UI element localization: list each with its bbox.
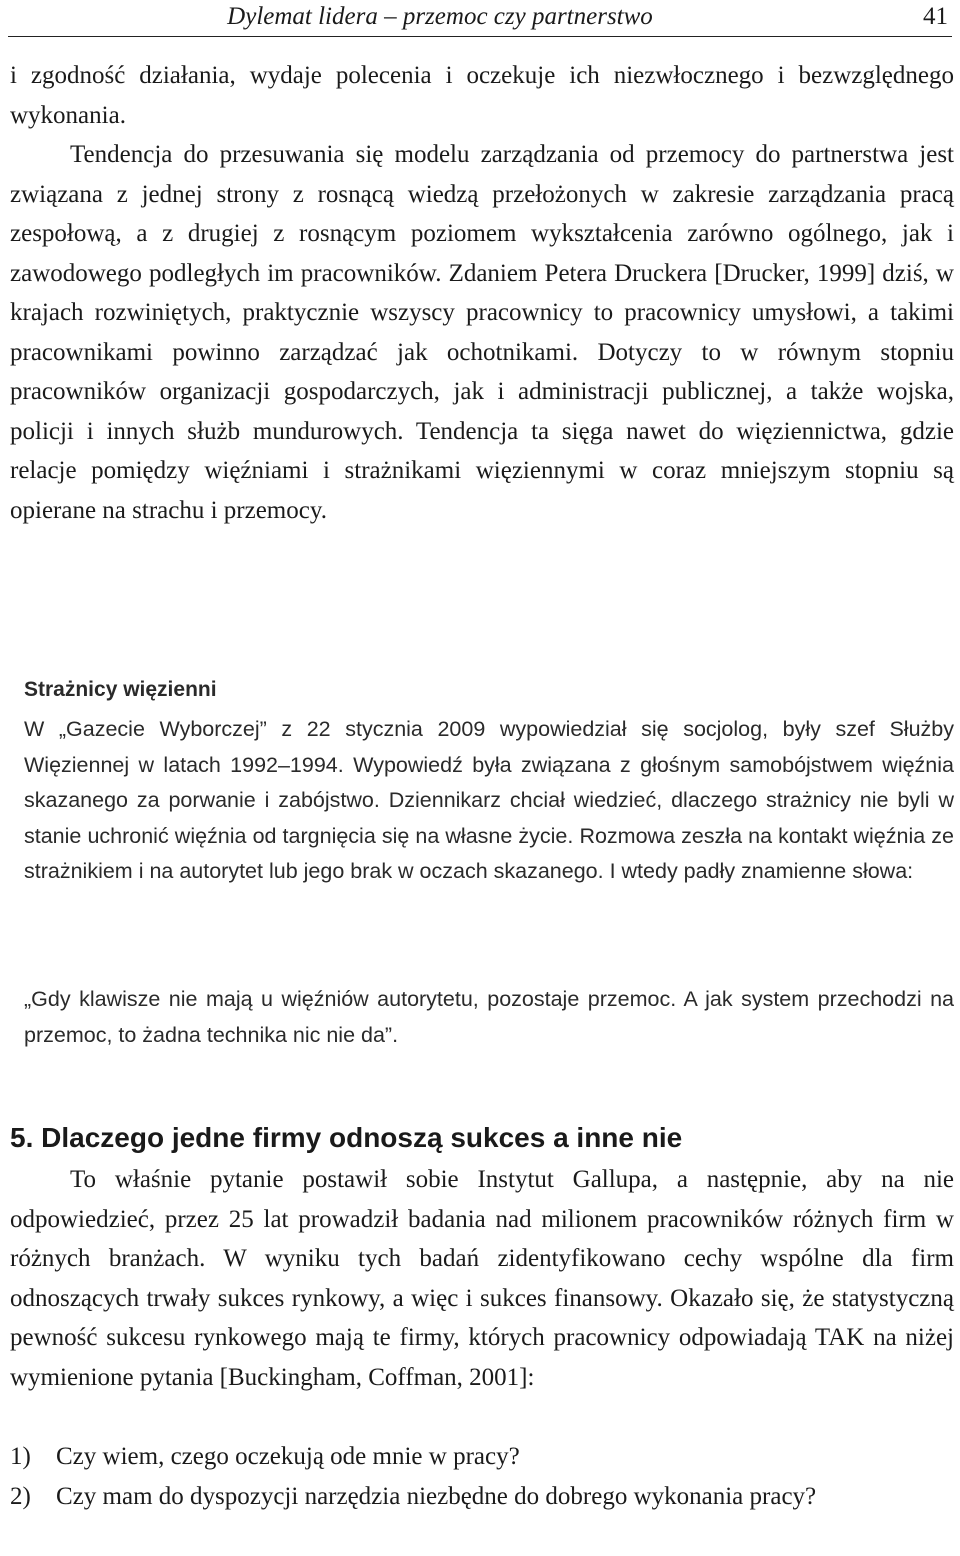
list-item-number: 1) <box>10 1443 31 1470</box>
list-item <box>10 1477 954 1517</box>
list-item <box>10 1437 954 1477</box>
questions-list <box>10 1437 954 1516</box>
running-header <box>8 0 952 37</box>
inset-body: W „Gazecie Wyborczej” z 22 stycznia 2009 wypowiedział się socjolog, były szef Służby Więziennej w latach 1992–1994. Wypowiedź była związana z głośnym samobójstwem więźnia skazanego za porwanie i zabójstwo. Dziennikarz chciał wiedzieć, dlaczego strażnicy nie byli w stanie uchronić więźnia od targnięcia się na własne życie. Rozmowa zeszła na kontakt więźnia ze strażnikiem i na autorytet lub jego brak w oczach skazanego. I wtedy padły znamienne słowa: <box>24 717 954 884</box>
paragraph-management-trend: Tendencja do przesuwania się modelu zarządzania od przemocy do partnerstwa jest związana z jednej strony z rosnącą wiedzą przełożonych w zakresie zarządzania pracą zespołową, a z drugiej z rosnącym poziomem wykształcenia zarówno ogólnego, jak i zawodowego podległych im pracowników. Zdaniem Petera Druckera [Drucker, 1999] dziś, w krajach rozwiniętych, praktycznie wszyscy pracownicy to pracownicy umysłowi, a takimi pracownikami powinno zarządzać jak ochotnikami. Dotyczy to w równym stopniu pracowników organizacji gospodarczych, jak i administracji publicznej, a także wojska, policji i innych służb mundurowych. Tendencja ta sięga nawet do więziennictwa, gdzie relacje pomiędzy więźniami i strażnikami więziennymi w coraz mniejszym stopniu są opierane na strachu i przemocy. <box>10 141 954 524</box>
section-heading: 5. Dlaczego jedne firmy odnoszą sukces a inne nie <box>10 1122 683 1153</box>
inset-quote: „Gdy klawisze nie mają u więźniów autorytetu, pozostaje przemoc. A jak system przechodzi na przemoc, to żadna technika nic nie da”. <box>24 987 954 1047</box>
page-number: 41 <box>923 3 948 30</box>
inset-title: Strażnicy więzienni <box>24 678 217 701</box>
list-item-text: Czy mam do dyspozycji narzędzia niezbędne do dobrego wykonania pracy? <box>56 1482 817 1510</box>
list-item-number: 2) <box>10 1482 31 1510</box>
list-item-text: Czy wiem, czego oczekują ode mnie w pracy? <box>56 1443 520 1470</box>
running-title: Dylemat lidera – przemoc czy partnerstwo <box>227 3 653 30</box>
paragraph-gallup: To właśnie pytanie postawił sobie Instytut Gallupa, a następnie, aby na nie odpowiedzieć, przez 25 lat prowadził badania nad milionem pracowników różnych firm w różnych branżach. W wyniku tych badań zidentyfikowano cechy wspólne dla firm odnoszących trwały sukces rynkowy, a więc i sukces finansowy. Okazało się, że statystyczną pewność sukcesu rynkowego mają te firmy, których pracownicy odpowiadają TAK na niżej wymienione pytania [Buckingham, Coffman, 2001]: <box>10 1166 954 1391</box>
paragraph-continuation: i zgodność działania, wydaje polecenia i oczekuje ich niezwłocznego i bezwzględnego wykonania. <box>10 62 954 129</box>
